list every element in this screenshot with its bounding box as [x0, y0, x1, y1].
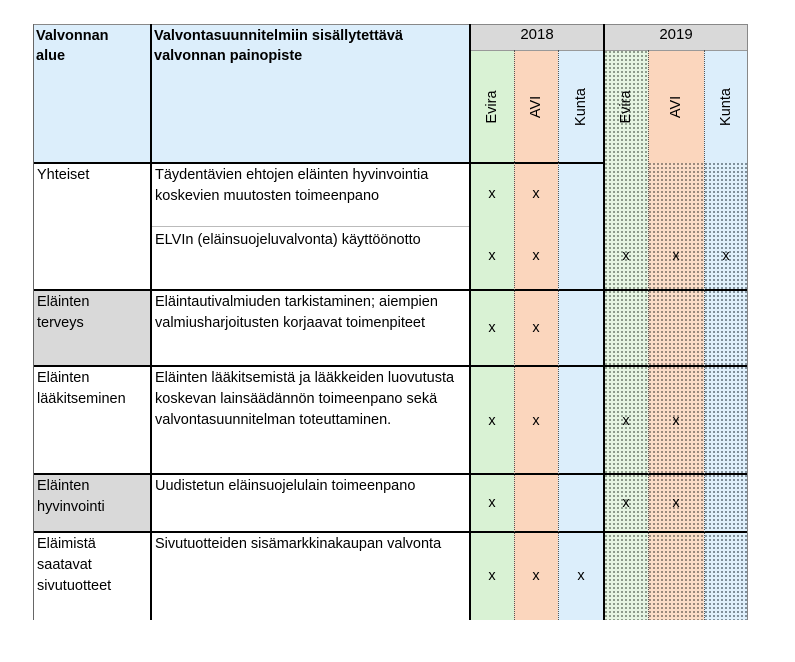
focus-text: Sivutuotteiden sisämarkkinakaupan valvonta — [155, 536, 442, 552]
mark-x: x — [532, 320, 540, 336]
mark-x: x — [532, 186, 540, 202]
mark-x: x — [672, 248, 680, 264]
mark-x: x — [672, 413, 680, 429]
rule — [469, 24, 471, 620]
rule — [33, 531, 748, 533]
header-focus-cell — [151, 24, 470, 163]
focus-text: ELVIn (eläinsuojeluvalvonta) käyttöönotto — [155, 232, 421, 248]
rule — [33, 365, 748, 367]
mark-x: x — [488, 568, 496, 584]
area-label: Yhteiset — [37, 167, 90, 183]
mark-x: x — [532, 248, 540, 264]
mark-x: x — [488, 248, 496, 264]
rule — [603, 24, 605, 620]
year-2019-cell — [604, 24, 748, 50]
rule — [33, 24, 748, 25]
subhead-2019-evira — [604, 50, 648, 163]
rule — [648, 50, 649, 620]
focus-text: Täydentävien ehtojen eläinten hyvinvointia koskevien muutosten toimeenpano — [155, 167, 429, 204]
mark-x: x — [488, 320, 496, 336]
rule — [704, 50, 705, 620]
rule — [150, 24, 152, 620]
subhead-label: Kunta — [573, 87, 589, 126]
rule — [747, 24, 748, 620]
subhead-label: Kunta — [718, 87, 734, 126]
mark-x: x — [488, 495, 496, 511]
header-focus-label: Valvontasuunnitelmiin sisällytettävä valvonnan painopiste — [154, 28, 403, 64]
focus-text: Eläinten lääkitsemistä ja lääkkeiden luovutusta koskevan lainsäädännön toimeenpano sekä valvontasuunnitelman toteuttaminen. — [155, 370, 455, 428]
area-label: Eläinten hyvinvointi — [37, 478, 105, 515]
mark-x: x — [622, 413, 630, 429]
year-2018-label: 2018 — [520, 26, 554, 43]
mark-x: x — [532, 568, 540, 584]
rule — [470, 50, 748, 51]
mark-x: x — [622, 248, 630, 264]
mark-x: x — [722, 248, 730, 264]
year-2019-label: 2019 — [659, 26, 693, 43]
header-area-cell — [33, 24, 151, 163]
subhead-2018-evira — [470, 50, 514, 163]
year-2018-cell — [470, 24, 604, 50]
subhead-label: Evira — [618, 89, 634, 124]
mark-x: x — [577, 568, 585, 584]
area-label: Eläimistä saatavat sivutuotteet — [37, 536, 112, 594]
mark-x: x — [672, 495, 680, 511]
area-label: Eläinten lääkitseminen — [37, 370, 126, 407]
rule — [514, 50, 515, 620]
mark-x: x — [488, 413, 496, 429]
rule — [33, 162, 604, 164]
subhead-2018-kunta — [558, 50, 604, 163]
subhead-2019-avi — [648, 50, 704, 163]
rule — [558, 50, 559, 620]
subhead-label: AVI — [528, 95, 544, 118]
mark-x: x — [622, 495, 630, 511]
mark-x: x — [488, 186, 496, 202]
subhead-2019-kunta — [704, 50, 748, 163]
mark-x: x — [532, 413, 540, 429]
rule — [33, 24, 34, 620]
header-area-label: Valvonnan alue — [36, 28, 109, 64]
rule — [151, 226, 470, 227]
focus-text: Eläintautivalmiuden tarkistaminen; aiempien valmiusharjoitusten korjaavat toimenpiteet — [155, 294, 438, 331]
rule — [33, 289, 748, 291]
area-label: Eläinten terveys — [37, 294, 90, 331]
subhead-label: Evira — [484, 89, 500, 124]
subhead-label: AVI — [668, 95, 684, 118]
rule — [33, 473, 748, 475]
subhead-2018-avi — [514, 50, 558, 163]
focus-text: Uudistetun eläinsuojelulain toimeenpano — [155, 478, 416, 494]
